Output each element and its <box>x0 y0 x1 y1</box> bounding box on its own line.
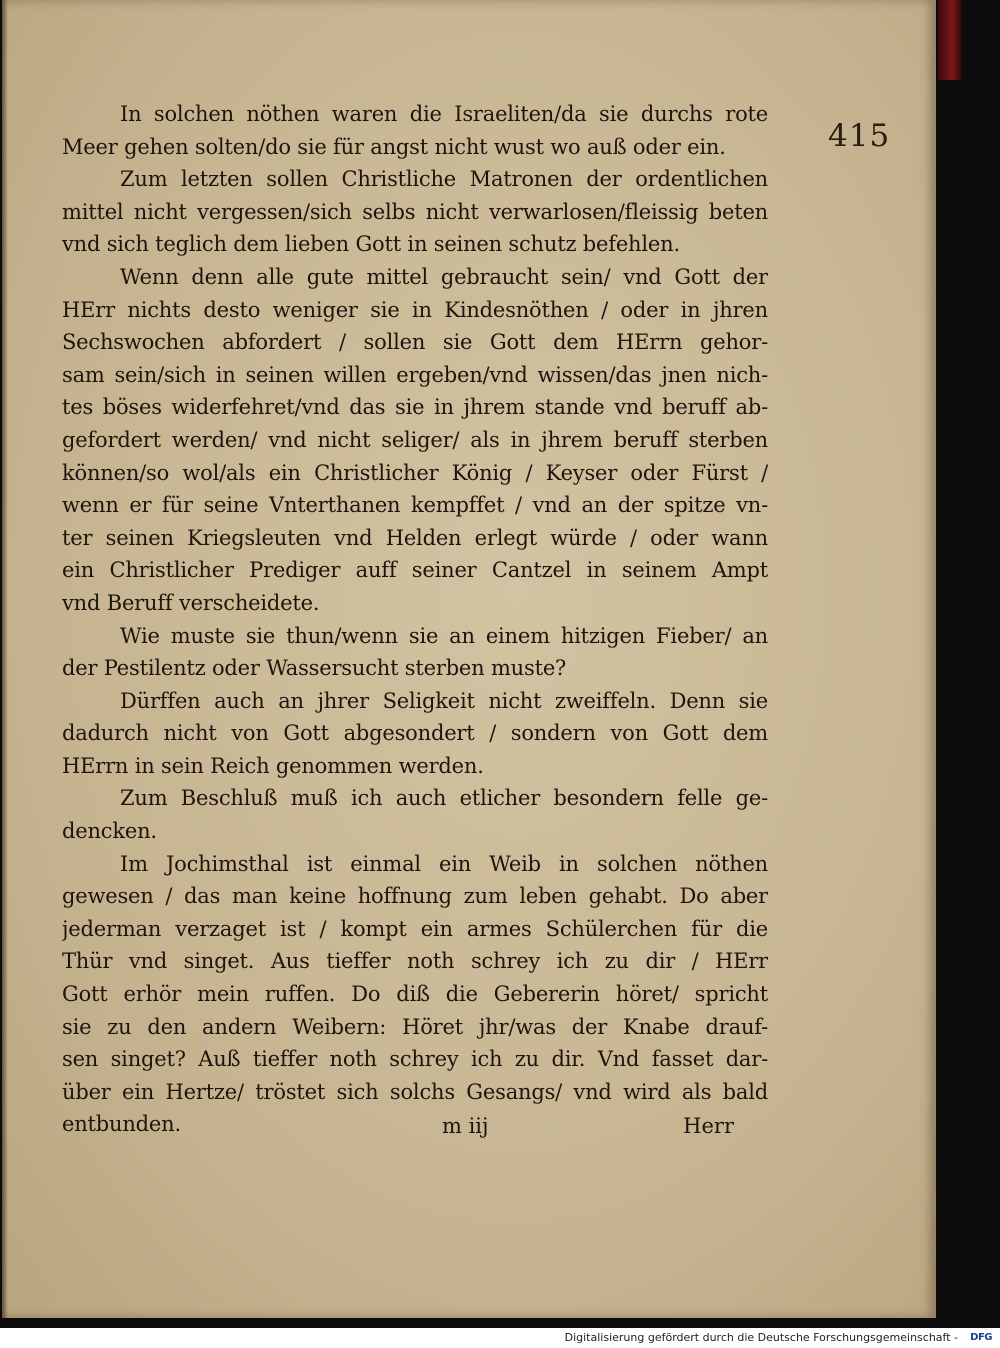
text-line: über ein Hertze/ tröstet sich solchs Gesangs/ vnd wird als bald <box>62 1079 768 1104</box>
page-number: 415 <box>828 118 891 154</box>
text-line: sen singet? Auß tieffer noth schrey ich zu dir. Vnd fasset dar- <box>62 1047 768 1072</box>
text-line: tes böses widerfehret/vnd das sie in jhrem stande vnd beruff ab- <box>62 395 768 420</box>
text-line: Dürffen auch an jhrer Seligkeit nicht zweiffeln. Denn sie <box>120 688 768 713</box>
text-line: entbunden. <box>62 1112 181 1137</box>
catchword: Herr <box>683 1114 734 1138</box>
text-line: wenn er für seine Vnterthanen kempffet / vnd an der spitze vn- <box>62 493 768 518</box>
text-line: Zum Beschluß muß ich auch etlicher besondern felle ge- <box>120 786 768 811</box>
text-line: der Pestilentz oder Wassersucht sterben muste? <box>62 656 567 681</box>
text-line: dencken. <box>62 819 157 844</box>
text-line: vnd sich teglich dem lieben Gott in seinen schutz befehlen. <box>62 232 680 257</box>
text-line: ter seinen Kriegsleuten vnd Helden erlegt würde / oder wann <box>62 525 768 550</box>
text-line: sam sein/sich in seinen willen ergeben/vnd wissen/das jnen nich- <box>62 362 768 387</box>
text-line: mittel nicht vergessen/sich selbs nicht verwarlosen/fleissig beten <box>62 199 768 224</box>
text-line: jederman verzaget ist / kompt ein armes Schülerchen für die <box>62 916 768 941</box>
text-line: Wenn denn alle gute mittel gebraucht sein/ vnd Gott der <box>120 264 768 289</box>
text-line: Thür vnd singet. Aus tieffer noth schrey ich zu dir / HErr <box>62 949 768 974</box>
text-line: Meer gehen solten/do sie für angst nicht wust wo auß oder ein. <box>62 134 726 159</box>
text-line: Sechswochen abfordert / sollen sie Gott dem HErrn gehor- <box>62 330 768 355</box>
credit-bar <box>0 1328 1000 1348</box>
text-line: Gott erhör mein ruffen. Do diß die Gebererin höret/ spricht <box>62 982 768 1007</box>
page-footer-line <box>62 1114 768 1148</box>
signature-mark: m iij <box>442 1114 489 1138</box>
text-line: HErr nichts desto weniger sie in Kindesnöthen / oder in jhren <box>62 297 768 322</box>
text-line: gefordert werden/ vnd nicht seliger/ als in jhrem beruff sterben <box>62 427 768 452</box>
text-block <box>62 98 768 1141</box>
dfg-logo: DFG <box>970 1332 992 1343</box>
text-line: HErrn in sein Reich genommen werden. <box>62 753 484 778</box>
text-line: Wie muste sie thun/wenn sie an einem hitzigen Fieber/ an <box>120 623 768 648</box>
text-line: dadurch nicht von Gott abgesondert / sondern von Gott dem <box>62 721 768 746</box>
text-line: vnd Beruff verscheidete. <box>62 590 320 615</box>
text-line: Zum letzten sollen Christliche Matronen der ordentlichen <box>120 167 768 192</box>
text-line: In solchen nöthen waren die Israeliten/da sie durchs rote <box>120 102 768 126</box>
text-line: können/so wol/als ein Christlicher König / Keyser oder Fürst / <box>62 460 768 485</box>
text-line: ein Christlicher Prediger auff seiner Cantzel in seinem Ampt <box>62 558 768 583</box>
text-line: sie zu den andern Weibern: Höret jhr/was der Knabe drauf- <box>62 1014 768 1039</box>
text-line: Im Jochimsthal ist einmal ein Weib in solchen nöthen <box>120 851 768 876</box>
scanned-page <box>2 0 936 1318</box>
text-line: gewesen / das man keine hoffnung zum leben gehabt. Do aber <box>62 884 768 909</box>
book-edge-strip <box>938 0 962 80</box>
credit-text: Digitalisierung gefördert durch die Deutsche Forschungsgemeinschaft - <box>564 1331 958 1344</box>
